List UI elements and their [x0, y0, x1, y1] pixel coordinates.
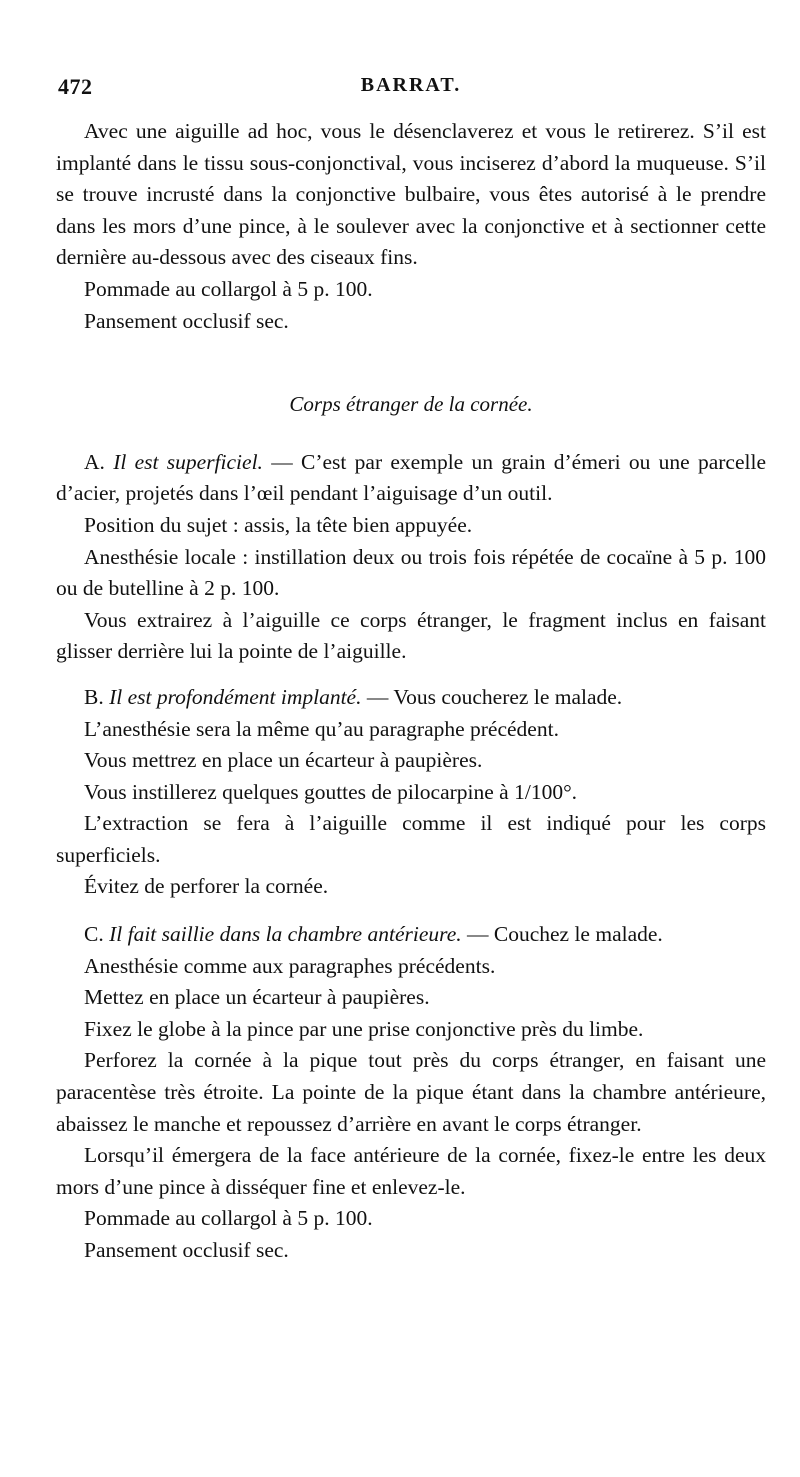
case-c-removal: Lorsqu’il émergera de la face antérieure de la cornée, fixez-le entre les deux mors d’une pince à disséquer fine et enlevez-le.: [56, 1143, 766, 1199]
page-header: [58, 74, 764, 106]
spacer: [56, 903, 766, 919]
section-heading: Corps étranger de la cornée.: [289, 392, 533, 417]
case-b-extraction: L’extraction se fera à l’aiguille comme il est indiqué pour les corps superficiels.: [56, 811, 766, 867]
case-a-anesthesie: Anesthésie locale : instillation deux ou trois fois répétée de cocaïne à 5 p. 100 ou de butelline à 2 p. 100.: [56, 544, 766, 601]
case-c-pansement: Pansement occlusif sec.: [84, 1238, 289, 1262]
case-c-text: — Couchez le malade.: [461, 922, 663, 947]
spacer: [56, 668, 766, 682]
intro-pansement-line: Pansement occlusif sec.: [84, 308, 289, 333]
case-c-perforation: Perforez la cornée à la pique tout près du corps étranger, en faisant une paracentèse très étroite. La pointe de la pique étant dans la chambre antérieure, abaissez le manche et repoussez d’arrière en avant le corps étranger.: [56, 1048, 766, 1136]
case-c-lead: Il fait saillie dans la chambre antérieure.: [109, 922, 462, 947]
case-c-fixation: Fixez le globe à la pince par une prise conjonctive près du limbe.: [84, 1016, 644, 1041]
case-c-intro: [56, 919, 766, 951]
case-a-marker: A.: [84, 449, 105, 474]
case-a-text: — C’est par exemple un grain d’émeri ou une parcelle d’acier, projetés dans l’œil pendant l’aiguisage d’un outil.: [56, 449, 767, 506]
intro-paragraph: Avec une aiguille ad hoc, vous le désenclaverez et vous le retirerez. S’il est implanté dans le tissu sous-conjonctival, vous inciserez d’abord la muqueuse. S’il se trouve incrusté dans la conjonctive bulbaire, vous êtes autorisé à le prendre dans les mors d’une pince, à le soulever avec la conjonctive et à sectionner cette dernière au-dessous avec des ciseaux fins.: [56, 119, 766, 270]
case-c-ecarteur: Mettez en place un écarteur à paupières.: [84, 985, 430, 1010]
running-head: BARRAT.: [360, 74, 462, 96]
case-b-ecarteur: Vous mettrez en place un écarteur à paupières.: [84, 748, 483, 773]
case-b-text: — Vous coucherez le malade.: [361, 684, 623, 709]
case-b-pilocarpine: Vous instillerez quelques gouttes de pilocarpine à 1/100°.: [84, 779, 578, 804]
case-c-pommade: Pommade au collargol à 5 p. 100.: [84, 1206, 373, 1231]
case-a-lead: Il est superficiel.: [113, 449, 263, 474]
case-a-intro: [56, 447, 766, 510]
body-text: [56, 116, 766, 1267]
case-b-anesthesie: L’anesthésie sera la même qu’au paragraphe précédent.: [84, 716, 559, 741]
case-c-anesthesie: Anesthésie comme aux paragraphes précédents.: [84, 953, 496, 978]
case-b-warning: Évitez de perforer la cornée.: [84, 874, 329, 899]
case-b-intro: [56, 682, 766, 714]
case-a-position: Position du sujet : assis, la tête bien appuyée.: [84, 512, 473, 537]
case-b-marker: B.: [84, 684, 104, 709]
page-number: 472: [58, 74, 93, 99]
case-a-extraction: Vous extrairez à l’aiguille ce corps étranger, le fragment inclus en faisant glisser derrière lui la pointe de l’aiguille.: [56, 607, 766, 664]
case-b-lead: Il est profondément implanté.: [109, 684, 362, 709]
case-c-marker: C.: [84, 922, 104, 947]
intro-pommade-line: Pommade au collargol à 5 p. 100.: [84, 276, 373, 301]
